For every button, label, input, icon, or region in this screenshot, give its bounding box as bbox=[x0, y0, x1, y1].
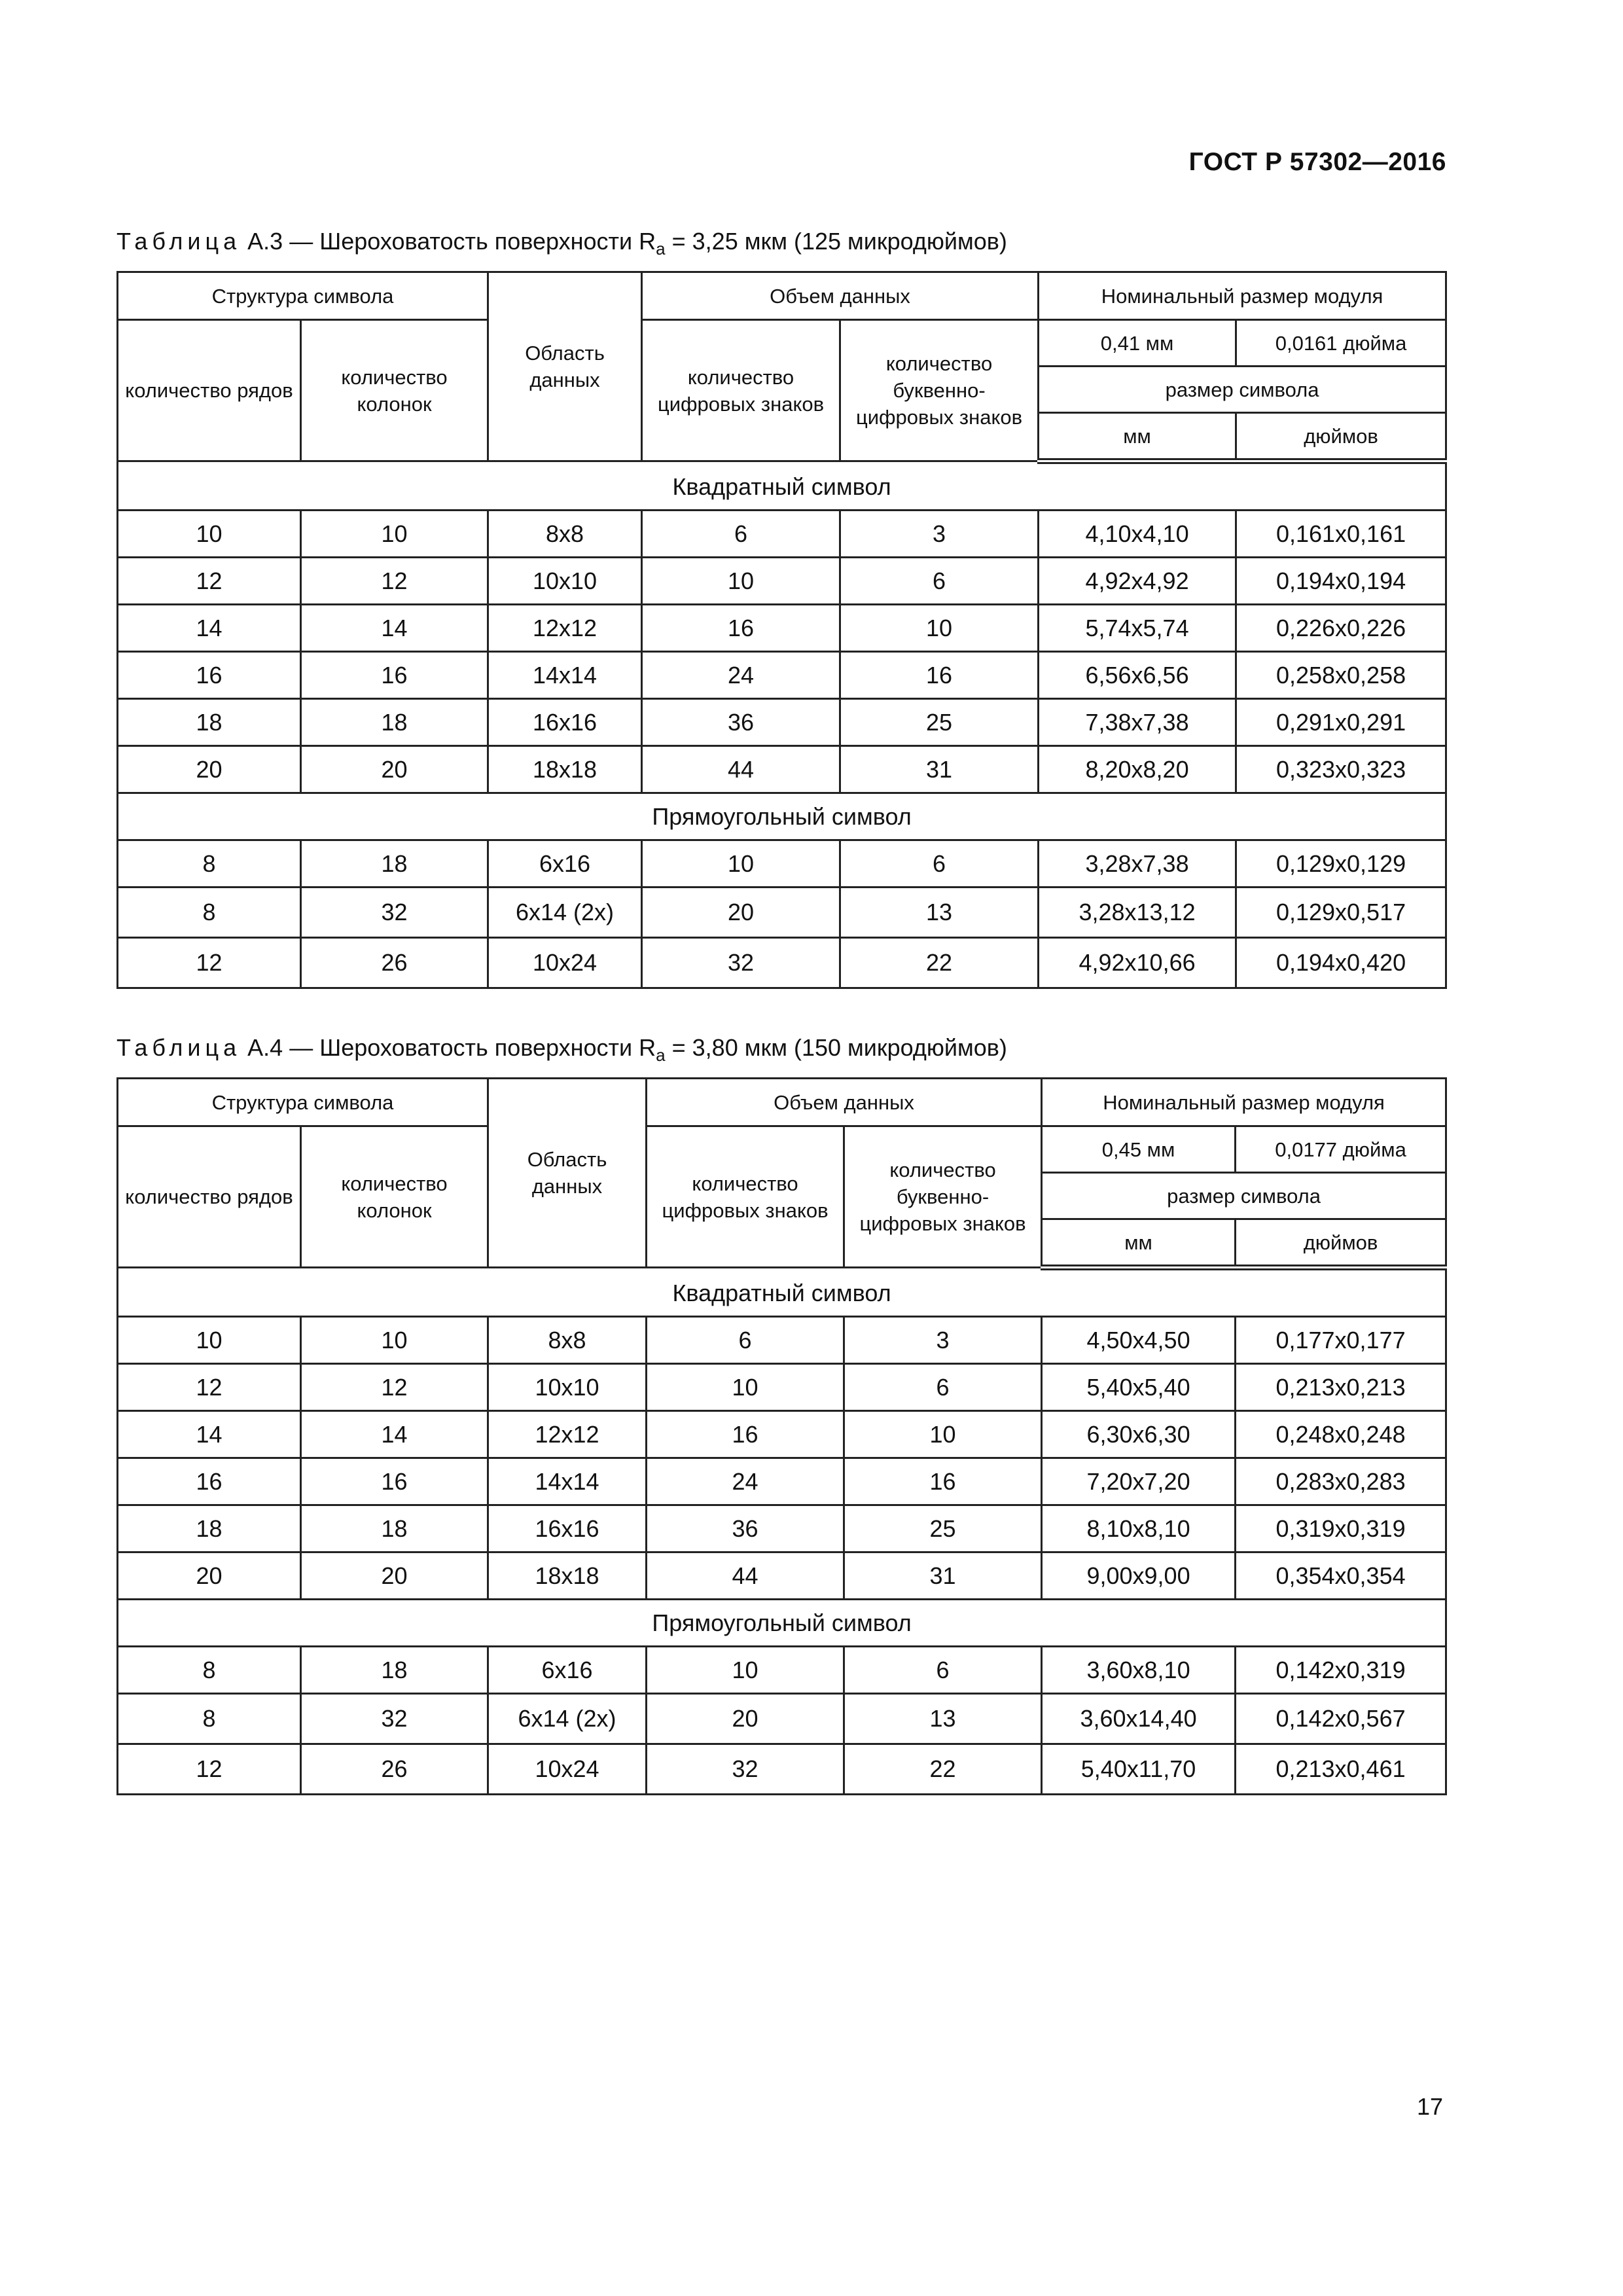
header-symbol-structure: Структура символа bbox=[118, 1079, 488, 1126]
table-cell: 20 bbox=[118, 746, 301, 793]
table-cell: 32 bbox=[642, 938, 840, 988]
table-cell: 10x24 bbox=[488, 938, 642, 988]
section-title: Прямоугольный символ bbox=[118, 1600, 1446, 1647]
table-cell: 10 bbox=[647, 1364, 844, 1411]
table-cell: 12 bbox=[118, 558, 301, 605]
table-cell: 6x14 (2x) bbox=[488, 888, 642, 938]
table-cell: 12 bbox=[301, 1364, 488, 1411]
table-cell: 0,258x0,258 bbox=[1236, 652, 1446, 699]
header-data-area: Область данных bbox=[488, 272, 642, 461]
table-cell: 14x14 bbox=[488, 652, 642, 699]
header-unit-inch: дюймов bbox=[1236, 413, 1446, 461]
table-row bbox=[118, 938, 1446, 988]
table-cell: 18x18 bbox=[488, 1552, 647, 1600]
table-cell: 5,40x11,70 bbox=[1042, 1744, 1236, 1795]
header-alphanumeric-chars: количество буквенно-цифровых знаков bbox=[844, 1126, 1042, 1268]
table-cell: 6 bbox=[647, 1317, 844, 1364]
table-cell: 10 bbox=[840, 605, 1039, 652]
table-cell: 0,226x0,226 bbox=[1236, 605, 1446, 652]
table-cell: 0,194x0,194 bbox=[1236, 558, 1446, 605]
table-cell: 8 bbox=[118, 1647, 301, 1694]
section-row bbox=[118, 1268, 1446, 1317]
header-module-mm: 0,41 мм bbox=[1039, 320, 1236, 367]
table-row bbox=[118, 1364, 1446, 1411]
table-cell: 0,177x0,177 bbox=[1236, 1317, 1446, 1364]
header-module-inch: 0,0161 дюйма bbox=[1236, 320, 1446, 367]
table-cell: 16 bbox=[301, 1458, 488, 1505]
table-cell: 16x16 bbox=[488, 699, 642, 746]
caption-tail: = 3,80 мкм (150 микродюймов) bbox=[665, 1034, 1007, 1061]
table-cell: 18x18 bbox=[488, 746, 642, 793]
table-a4-caption bbox=[116, 1034, 1007, 1065]
table-cell: 3,28x7,38 bbox=[1039, 840, 1236, 888]
table-cell: 6x14 (2x) bbox=[488, 1694, 647, 1744]
table-cell: 14 bbox=[118, 1411, 301, 1458]
table-cell: 18 bbox=[301, 699, 488, 746]
section-title: Квадратный символ bbox=[118, 1268, 1446, 1317]
table-cell: 10 bbox=[642, 840, 840, 888]
table-cell: 4,50x4,50 bbox=[1042, 1317, 1236, 1364]
table-cell: 16 bbox=[301, 652, 488, 699]
table-cell: 12 bbox=[118, 1744, 301, 1795]
header-nominal-module-size: Номинальный размер модуля bbox=[1039, 272, 1446, 320]
section-row bbox=[118, 461, 1446, 511]
table-cell: 6 bbox=[844, 1647, 1042, 1694]
table-cell: 3 bbox=[840, 511, 1039, 558]
table-cell: 36 bbox=[647, 1505, 844, 1552]
header-data-volume: Объем данных bbox=[647, 1079, 1042, 1126]
table-row bbox=[118, 1317, 1446, 1364]
table-cell: 24 bbox=[647, 1458, 844, 1505]
table-cell: 10x24 bbox=[488, 1744, 647, 1795]
table-cell: 0,354x0,354 bbox=[1236, 1552, 1446, 1600]
table-row bbox=[118, 652, 1446, 699]
table-cell: 10x10 bbox=[488, 558, 642, 605]
table-cell: 6 bbox=[642, 511, 840, 558]
table-cell: 6 bbox=[840, 558, 1039, 605]
table-cell: 8 bbox=[118, 840, 301, 888]
table-cell: 10 bbox=[647, 1647, 844, 1694]
table-cell: 12x12 bbox=[488, 605, 642, 652]
table-row bbox=[118, 746, 1446, 793]
table-cell: 13 bbox=[840, 888, 1039, 938]
table-cell: 20 bbox=[118, 1552, 301, 1600]
table-cell: 12 bbox=[118, 938, 301, 988]
table-cell: 26 bbox=[301, 938, 488, 988]
table-cell: 14x14 bbox=[488, 1458, 647, 1505]
table-a3 bbox=[116, 271, 1447, 989]
caption-subscript: a bbox=[656, 1045, 666, 1065]
table-cell: 32 bbox=[647, 1744, 844, 1795]
table-cell: 14 bbox=[118, 605, 301, 652]
table-cell: 13 bbox=[844, 1694, 1042, 1744]
header-rows-count: количество рядов bbox=[118, 320, 301, 461]
table-row bbox=[118, 511, 1446, 558]
table-cell: 3,60x8,10 bbox=[1042, 1647, 1236, 1694]
table-cell: 8,20x8,20 bbox=[1039, 746, 1236, 793]
header-data-volume: Объем данных bbox=[642, 272, 1039, 320]
table-cell: 20 bbox=[301, 1552, 488, 1600]
table-cell: 26 bbox=[301, 1744, 488, 1795]
table-cell: 8,10x8,10 bbox=[1042, 1505, 1236, 1552]
table-cell: 8 bbox=[118, 1694, 301, 1744]
table-cell: 0,283x0,283 bbox=[1236, 1458, 1446, 1505]
header-module-inch: 0,0177 дюйма bbox=[1236, 1126, 1446, 1173]
table-row bbox=[118, 888, 1446, 938]
table-cell: 24 bbox=[642, 652, 840, 699]
table-cell: 6,56x6,56 bbox=[1039, 652, 1236, 699]
table-row bbox=[118, 1744, 1446, 1795]
table-cell: 18 bbox=[301, 1505, 488, 1552]
table-cell: 18 bbox=[118, 699, 301, 746]
table-cell: 10 bbox=[118, 1317, 301, 1364]
table-cell: 31 bbox=[840, 746, 1039, 793]
caption-tail: = 3,25 мкм (125 микродюймов) bbox=[665, 228, 1007, 255]
header-numeric-chars: количество цифровых знаков bbox=[642, 320, 840, 461]
table-row bbox=[118, 1552, 1446, 1600]
table-cell: 20 bbox=[642, 888, 840, 938]
table-row bbox=[118, 1411, 1446, 1458]
table-cell: 25 bbox=[844, 1505, 1042, 1552]
table-cell: 22 bbox=[844, 1744, 1042, 1795]
table-cell: 3,60x14,40 bbox=[1042, 1694, 1236, 1744]
table-row bbox=[118, 605, 1446, 652]
table-cell: 0,161x0,161 bbox=[1236, 511, 1446, 558]
table-cell: 8x8 bbox=[488, 511, 642, 558]
table-cell: 10x10 bbox=[488, 1364, 647, 1411]
table-cell: 14 bbox=[301, 1411, 488, 1458]
table-cell: 16 bbox=[118, 652, 301, 699]
header-numeric-chars: количество цифровых знаков bbox=[647, 1126, 844, 1268]
table-cell: 6,30x6,30 bbox=[1042, 1411, 1236, 1458]
table-cell: 16 bbox=[118, 1458, 301, 1505]
section-title: Квадратный символ bbox=[118, 461, 1446, 511]
table-cell: 16 bbox=[844, 1458, 1042, 1505]
table-cell: 10 bbox=[844, 1411, 1042, 1458]
table-cell: 8x8 bbox=[488, 1317, 647, 1364]
table-cell: 16 bbox=[647, 1411, 844, 1458]
table-cell: 18 bbox=[301, 1647, 488, 1694]
table-cell: 32 bbox=[301, 1694, 488, 1744]
header-symbol-structure: Структура символа bbox=[118, 272, 488, 320]
table-row bbox=[118, 1694, 1446, 1744]
table-cell: 25 bbox=[840, 699, 1039, 746]
table-cell: 3,28x13,12 bbox=[1039, 888, 1236, 938]
table-a3-caption bbox=[116, 228, 1007, 259]
table-cell: 4,92x4,92 bbox=[1039, 558, 1236, 605]
section-row bbox=[118, 793, 1446, 840]
header-alphanumeric-chars: количество буквенно-цифровых знаков bbox=[840, 320, 1039, 461]
header-unit-inch: дюймов bbox=[1236, 1219, 1446, 1268]
table-cell: 12x12 bbox=[488, 1411, 647, 1458]
header-unit-mm: мм bbox=[1039, 413, 1236, 461]
table-cell: 6x16 bbox=[488, 1647, 647, 1694]
table-cell: 10 bbox=[301, 511, 488, 558]
header-data-area: Область данных bbox=[488, 1079, 647, 1268]
table-cell: 5,40x5,40 bbox=[1042, 1364, 1236, 1411]
table-cell: 0,319x0,319 bbox=[1236, 1505, 1446, 1552]
table-cell: 0,129x0,517 bbox=[1236, 888, 1446, 938]
table-cell: 22 bbox=[840, 938, 1039, 988]
header-nominal-module-size: Номинальный размер модуля bbox=[1042, 1079, 1446, 1126]
header-module-mm: 0,45 мм bbox=[1042, 1126, 1236, 1173]
table-cell: 0,213x0,213 bbox=[1236, 1364, 1446, 1411]
caption-subscript: a bbox=[656, 239, 666, 259]
table-row bbox=[118, 699, 1446, 746]
table-cell: 0,142x0,319 bbox=[1236, 1647, 1446, 1694]
table-cell: 16 bbox=[642, 605, 840, 652]
table-row bbox=[118, 558, 1446, 605]
table-cell: 4,10x4,10 bbox=[1039, 511, 1236, 558]
table-cell: 6x16 bbox=[488, 840, 642, 888]
table-cell: 5,74x5,74 bbox=[1039, 605, 1236, 652]
table-cell: 18 bbox=[118, 1505, 301, 1552]
table-cell: 10 bbox=[642, 558, 840, 605]
table-cell: 31 bbox=[844, 1552, 1042, 1600]
table-cell: 4,92x10,66 bbox=[1039, 938, 1236, 988]
header-unit-mm: мм bbox=[1042, 1219, 1236, 1268]
table-cell: 0,291x0,291 bbox=[1236, 699, 1446, 746]
table-cell: 10 bbox=[118, 511, 301, 558]
table-cell: 7,20x7,20 bbox=[1042, 1458, 1236, 1505]
table-cell: 3 bbox=[844, 1317, 1042, 1364]
table-cell: 20 bbox=[647, 1694, 844, 1744]
table-row bbox=[118, 1647, 1446, 1694]
caption-text: А.4 — Шероховатость поверхности R bbox=[241, 1034, 656, 1061]
header-symbol-size: размер символа bbox=[1042, 1173, 1446, 1219]
table-cell: 0,129x0,129 bbox=[1236, 840, 1446, 888]
table-cell: 20 bbox=[301, 746, 488, 793]
table-cell: 7,38x7,38 bbox=[1039, 699, 1236, 746]
header-rows-count: количество рядов bbox=[118, 1126, 301, 1268]
table-cell: 0,194x0,420 bbox=[1236, 938, 1446, 988]
table-cell: 44 bbox=[647, 1552, 844, 1600]
table-cell: 9,00x9,00 bbox=[1042, 1552, 1236, 1600]
table-cell: 44 bbox=[642, 746, 840, 793]
header-columns-count: количество колонок bbox=[301, 1126, 488, 1268]
table-cell: 6 bbox=[840, 840, 1039, 888]
caption-text: А.3 — Шероховатость поверхности R bbox=[241, 228, 656, 255]
table-cell: 10 bbox=[301, 1317, 488, 1364]
table-cell: 0,323x0,323 bbox=[1236, 746, 1446, 793]
table-cell: 0,213x0,461 bbox=[1236, 1744, 1446, 1795]
table-cell: 18 bbox=[301, 840, 488, 888]
caption-prefix: Таблица bbox=[116, 228, 241, 255]
table-row bbox=[118, 1505, 1446, 1552]
caption-prefix: Таблица bbox=[116, 1034, 241, 1061]
document-id: ГОСТ Р 57302—2016 bbox=[1188, 148, 1446, 176]
table-cell: 0,142x0,567 bbox=[1236, 1694, 1446, 1744]
table-cell: 36 bbox=[642, 699, 840, 746]
section-title: Прямоугольный символ bbox=[118, 793, 1446, 840]
table-cell: 16 bbox=[840, 652, 1039, 699]
table-cell: 14 bbox=[301, 605, 488, 652]
table-a4 bbox=[116, 1077, 1447, 1795]
table-cell: 12 bbox=[118, 1364, 301, 1411]
table-cell: 16x16 bbox=[488, 1505, 647, 1552]
table-cell: 12 bbox=[301, 558, 488, 605]
table-cell: 6 bbox=[844, 1364, 1042, 1411]
table-cell: 8 bbox=[118, 888, 301, 938]
header-columns-count: количество колонок bbox=[301, 320, 488, 461]
header-symbol-size: размер символа bbox=[1039, 367, 1446, 413]
page-number: 17 bbox=[1416, 2093, 1443, 2120]
table-cell: 0,248x0,248 bbox=[1236, 1411, 1446, 1458]
table-row bbox=[118, 1458, 1446, 1505]
section-row bbox=[118, 1600, 1446, 1647]
table-row bbox=[118, 840, 1446, 888]
table-cell: 32 bbox=[301, 888, 488, 938]
